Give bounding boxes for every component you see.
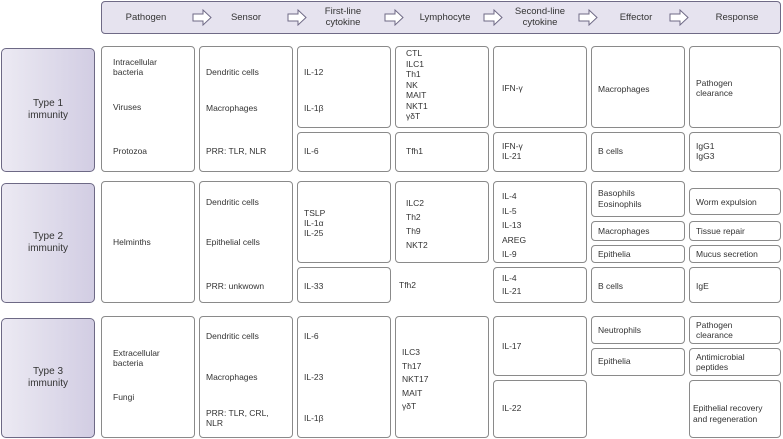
type-1-lymphocyte-tfh1: Tfh1 <box>406 146 424 156</box>
type-3-response-pathogen-clearance: Pathogen clearance <box>696 320 733 340</box>
type-3-lymphocyte-list: ILC3 Th17 NKT17 MAIT γδT <box>402 347 429 411</box>
header-effector: Effector <box>619 12 653 23</box>
type-2-label <box>1 183 95 303</box>
type-1-label <box>1 48 95 172</box>
type-2-label-text: Type 2 immunity <box>27 231 68 254</box>
type-3-label-text: Type 3 immunity <box>27 366 68 389</box>
type-3-sensor-dendritic: Dendritic cells <box>206 331 259 341</box>
arrow-icon <box>669 9 689 26</box>
arrow-icon <box>578 9 598 26</box>
type-1-effector-bcells: B cells <box>598 146 624 156</box>
type-2-effector-macrophages: Macrophages <box>598 226 650 236</box>
type-1-second-cytokine-b: IFN-γ IL-21 <box>502 141 523 161</box>
header-pathogen: Pathogen <box>125 12 167 23</box>
type-1-response-igg: IgG1 IgG3 <box>696 141 715 161</box>
type-1-sensor-dendritic: Dendritic cells <box>206 67 259 77</box>
header-response: Response <box>715 12 759 23</box>
type-3-second-cytokine-il22: IL-22 <box>502 403 522 413</box>
header-sensor: Sensor <box>230 12 262 23</box>
type-3-response-antimicrobial: Antimicrobial peptides <box>696 352 745 372</box>
type-1-response-pathogen-clearance: Pathogen clearance <box>696 78 733 98</box>
type-1-sensor-prr: PRR: TLR, NLR <box>206 146 267 156</box>
arrow-icon <box>287 9 307 26</box>
type-1-sensor-macrophages: Macrophages <box>206 103 258 113</box>
type-2-lymphocyte-tfh2: Tfh2 <box>399 280 417 290</box>
type-3-effector-neutrophils: Neutrophils <box>598 325 641 335</box>
type-1-first-cytokine-il6: IL-6 <box>304 146 319 156</box>
type-2-effector-bcells: B cells <box>598 281 624 291</box>
arrow-icon <box>483 9 503 26</box>
type-1-first-cytokine-il12: IL-12 <box>304 67 324 77</box>
type-1-second-cytokine-ifng: IFN-γ <box>502 83 523 93</box>
type-3-first-cytokine-il1b: IL-1β <box>304 413 324 423</box>
type-1-label-text: Type 1 immunity <box>27 98 68 121</box>
type-3-pathogen-extracellular: Extracellular bacteria <box>113 348 160 368</box>
type-2-sensor-prr: PRR: unkwown <box>206 281 265 291</box>
type-3-first-cytokine-il23: IL-23 <box>304 372 324 382</box>
type-2-second-cytokine-b: IL-4 IL-21 <box>502 273 522 296</box>
type-2-sensor-dendritic: Dendritic cells <box>206 197 259 207</box>
type-2-response-mucus-secretion: Mucus secretion <box>696 249 758 259</box>
type-3-effector-epithelia: Epithelia <box>598 356 631 366</box>
type-1-lymphocyte-list: CTL ILC1 Th1 NK MAIT NKT1 γδT <box>406 48 428 121</box>
arrow-icon <box>384 9 404 26</box>
header-first-line-cytokine: First-line cytokine <box>324 6 362 28</box>
type-3-second-cytokine-il17: IL-17 <box>502 341 522 351</box>
type-2-first-cytokine-list: TSLP IL-1α IL-25 <box>304 208 326 238</box>
arrow-icon <box>192 9 212 26</box>
type-2-second-cytokine-list: IL-4 IL-5 IL-13 AREG IL-9 <box>502 191 527 259</box>
type-1-effector-macrophages: Macrophages <box>598 84 650 94</box>
type-2-response-ige: IgE <box>696 281 709 291</box>
header-lymphocyte: Lymphocyte <box>419 12 471 23</box>
type-2-effector-epithelia: Epithelia <box>598 249 631 259</box>
type-3-response-epithelial: Epithelial recovery and regeneration <box>693 403 763 424</box>
type-1-first-cytokine-box-a <box>297 46 391 128</box>
type-2-first-cytokine-il33: IL-33 <box>304 281 324 291</box>
type-2-response-worm-expulsion: Worm expulsion <box>696 197 757 207</box>
type-3-sensor-prr: PRR: TLR, CRL, NLR <box>206 408 269 428</box>
type-2-pathogen-helminths: Helminths <box>113 237 151 247</box>
type-3-pathogen-box <box>101 316 195 438</box>
type-1-pathogen-protozoa: Protozoa <box>113 146 148 156</box>
type-3-sensor-macrophages: Macrophages <box>206 372 258 382</box>
type-2-sensor-epithelial: Epithelial cells <box>206 237 260 247</box>
type-3-first-cytokine-il6: IL-6 <box>304 331 319 341</box>
type-3-label <box>1 318 95 438</box>
type-1-first-cytokine-il1b: IL-1β <box>304 103 324 113</box>
type-1-pathogen-viruses: Viruses <box>113 102 142 112</box>
type-3-pathogen-fungi: Fungi <box>113 392 135 402</box>
type-1-pathogen-intracellular: Intracellular bacteria <box>113 57 157 77</box>
type-2-effector-basophils: Basophils Eosinophils <box>598 188 642 209</box>
type-2-response-tissue-repair: Tissue repair <box>696 226 745 236</box>
header-second-line-cytokine: Second-line cytokine <box>514 6 566 28</box>
type-2-lymphocyte-list: ILC2 Th2 Th9 NKT2 <box>406 198 428 250</box>
